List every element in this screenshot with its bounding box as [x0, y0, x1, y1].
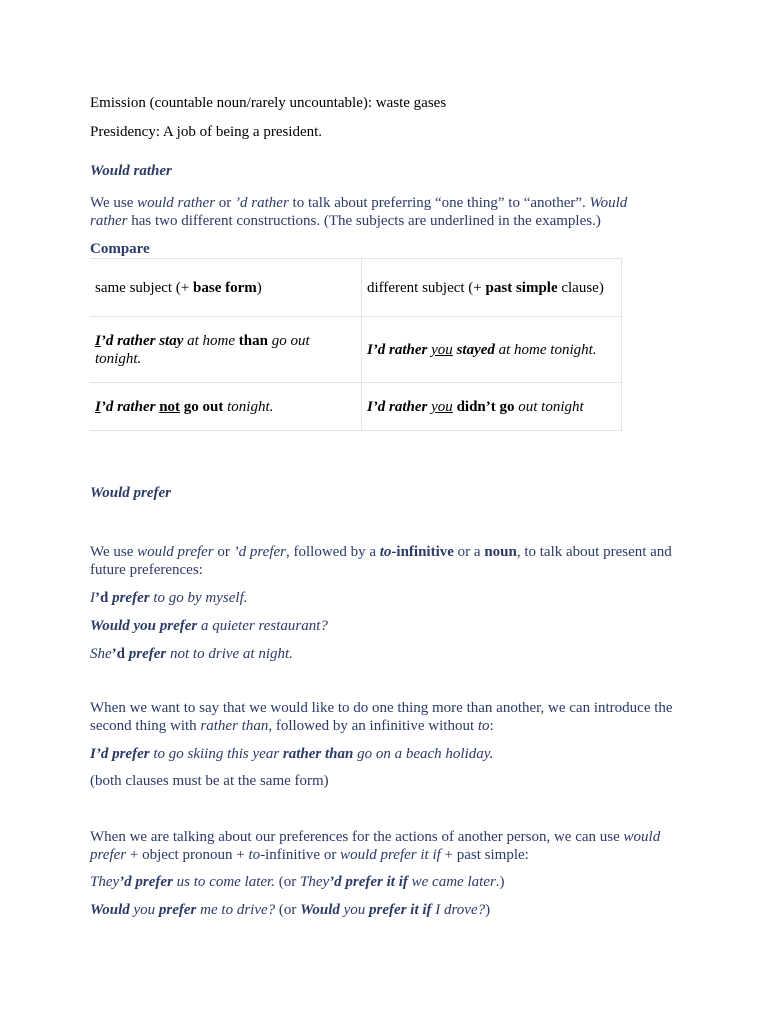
- text: same subject (+: [95, 279, 194, 296]
- text: you: [129, 902, 159, 918]
- text: or a: [453, 544, 485, 560]
- definition-presidency: [90, 123, 690, 141]
- text: not: [159, 398, 181, 415]
- note-text: (both clauses must be at the same form): [90, 773, 329, 789]
- subject: I: [95, 398, 101, 415]
- text: you: [339, 902, 370, 918]
- example-sentence: [90, 645, 690, 663]
- table-row: [90, 383, 622, 431]
- subject: you: [431, 341, 453, 358]
- text: Would: [300, 902, 340, 918]
- text: ’d rather: [235, 195, 289, 211]
- text: , to talk about present and future preferences:: [90, 544, 672, 578]
- text: would rather: [137, 195, 216, 211]
- another-person-paragraph: [90, 828, 670, 864]
- text: a quieter restaurant?: [197, 618, 328, 634]
- text: rather: [389, 398, 428, 415]
- text: ’d prefer: [233, 544, 286, 560]
- text: different subject (+: [366, 279, 486, 296]
- text: rather: [117, 332, 156, 349]
- example-sentence: [90, 745, 690, 763]
- text: We use: [90, 195, 138, 211]
- text: or: [213, 544, 234, 560]
- text: When we want to say that we would like to do one thing more than another, we can introduce the second thing with: [90, 700, 673, 734]
- text: ’d: [111, 646, 126, 662]
- text: to: [477, 718, 490, 734]
- text: rather than: [200, 718, 269, 734]
- text: They: [90, 874, 120, 890]
- text: go out tonight.: [95, 332, 310, 367]
- text: to go by myself.: [149, 590, 248, 606]
- text: prefer it if: [369, 902, 432, 918]
- text: + past simple:: [440, 847, 529, 863]
- would-rather-intro: [90, 194, 650, 230]
- subject: I: [95, 332, 101, 349]
- table-cell: [90, 383, 361, 431]
- text: out tonight: [514, 398, 584, 415]
- table-cell: [361, 259, 621, 317]
- text: Would you prefer: [90, 618, 198, 634]
- example-sentence: [90, 589, 690, 607]
- text: us to come later.: [172, 874, 275, 890]
- text: go on a beach holiday.: [353, 746, 494, 762]
- text: + object pronoun +: [126, 847, 249, 863]
- text: prefer: [112, 590, 150, 606]
- text: would prefer: [90, 829, 661, 863]
- text: go out: [183, 398, 224, 415]
- text: base form: [193, 279, 257, 296]
- text: didn’t go: [456, 398, 515, 415]
- text: or: [215, 195, 236, 211]
- text: has two different constructions. (The subjects are underlined in the examples.): [127, 213, 601, 229]
- text: clause): [557, 279, 604, 296]
- definition-text: : A job of being a president.: [155, 124, 323, 140]
- rather-than-paragraph: [90, 699, 690, 735]
- text: (or: [274, 874, 300, 890]
- text: -infinitive or: [260, 847, 341, 863]
- text: I’d: [366, 398, 386, 415]
- text: I’d prefer: [90, 746, 150, 762]
- table-cell: [90, 317, 361, 383]
- example-sentence: [90, 873, 690, 891]
- text: .): [495, 874, 505, 890]
- text: ’d: [100, 332, 114, 349]
- definition-emission: [90, 94, 690, 112]
- text: tonight.: [223, 398, 274, 415]
- example-sentence: [90, 901, 690, 919]
- text: , followed by an infinitive without: [268, 718, 478, 734]
- text: ’d: [95, 590, 109, 606]
- text: to: [379, 544, 392, 560]
- table-row: [90, 317, 622, 383]
- text: stay: [159, 332, 184, 349]
- text: :: [489, 718, 494, 734]
- text: ’d prefer it if: [329, 874, 408, 890]
- text: noun: [484, 544, 517, 560]
- text: ): [485, 902, 491, 918]
- text: I drove?: [431, 902, 486, 918]
- text: at home tonight.: [494, 341, 597, 358]
- text: me to drive?: [196, 902, 276, 918]
- text: They: [299, 874, 330, 890]
- table-row: [90, 259, 622, 317]
- section-heading-would-prefer: Would prefer: [90, 485, 171, 501]
- subject: you: [431, 398, 453, 415]
- text: we came later: [407, 874, 496, 890]
- text: -infinitive: [391, 544, 454, 560]
- text: not to drive at night.: [166, 646, 293, 662]
- text: Would: [90, 902, 130, 918]
- text: rather than: [282, 746, 354, 762]
- table-cell: [361, 383, 621, 431]
- text: than: [238, 332, 268, 349]
- text: would prefer it if: [340, 847, 441, 863]
- text: (or: [275, 902, 301, 918]
- text: to talk about preferring “one thing” to “another”.: [288, 195, 590, 211]
- compare-label: Compare: [90, 240, 620, 259]
- table-cell: [90, 259, 361, 317]
- text: prefer: [128, 646, 167, 662]
- text: ): [256, 279, 262, 296]
- text: Would: [589, 195, 628, 211]
- text: to: [248, 847, 261, 863]
- comparison-table: [90, 258, 622, 431]
- term: Presidency: [90, 124, 156, 140]
- term: Emission: [90, 95, 146, 111]
- text: stayed: [456, 341, 495, 358]
- text: , followed by a: [286, 544, 380, 560]
- text: rather: [117, 398, 156, 415]
- text: rather: [90, 213, 128, 229]
- text: prefer: [158, 902, 197, 918]
- text: ’d prefer: [119, 874, 173, 890]
- text: at home: [183, 332, 239, 349]
- section-heading-would-rather: Would rather: [90, 163, 172, 179]
- text: I’d: [366, 341, 386, 358]
- definition-text: (countable noun/rarely uncountable): waste gases: [145, 95, 447, 111]
- table-cell: [361, 317, 621, 383]
- text: ’d: [100, 398, 114, 415]
- text: past simple: [485, 279, 558, 296]
- text: When we are talking about our preferences for the actions of another person, we can use: [90, 829, 624, 845]
- text: We use: [90, 544, 138, 560]
- text: She: [90, 646, 112, 662]
- would-prefer-intro: [90, 543, 690, 579]
- text: would prefer: [137, 544, 214, 560]
- text: to go skiing this year: [149, 746, 283, 762]
- text: I: [90, 590, 95, 606]
- text: rather: [389, 341, 428, 358]
- example-sentence: [90, 617, 690, 635]
